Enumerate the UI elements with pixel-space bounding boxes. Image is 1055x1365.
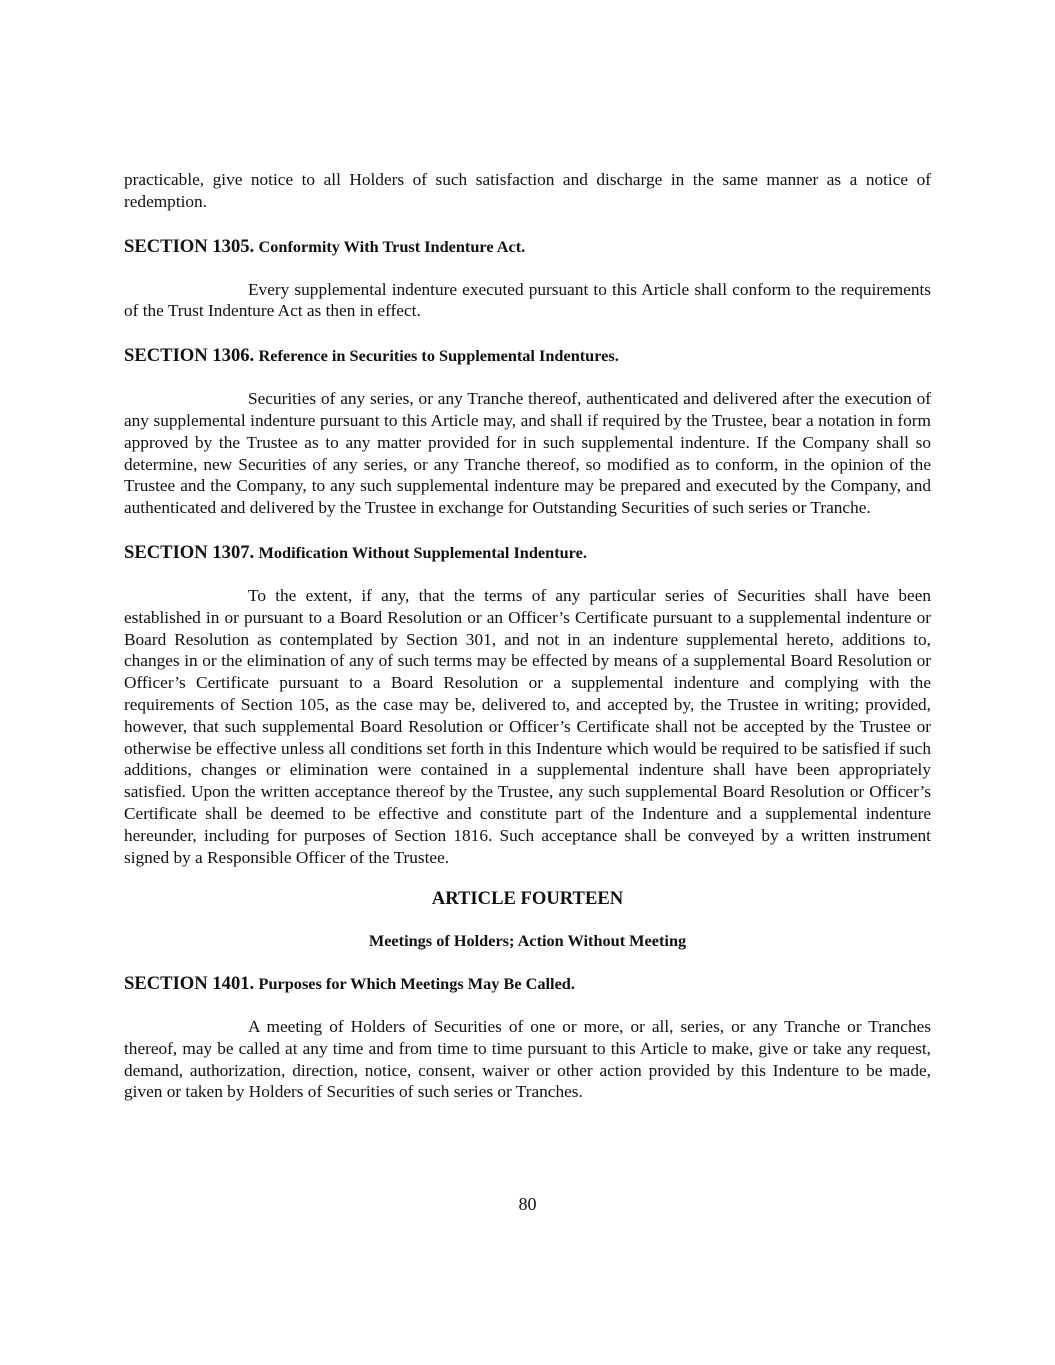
article-subtitle: Meetings of Holders; Action Without Meeting bbox=[368, 931, 687, 951]
page-number: 80 bbox=[518, 1194, 537, 1214]
section-1306-body: Securities of any series, or any Tranche thereof, authenticated and delivered after the execution of any supplemental indenture pursuant to this Article may, and shall if required by the Trustee, bear a notation in form approved by the Trustee as to any matter provided for in such supplemental indenture. If the Company shall so determine, new Securities of any series, or any Tranche thereof, so modified as to conform, in the opinion of the Trustee and the Company, to any such supplemental indenture may be prepared and executed by the Company, and authenticated and delivered by the Trustee in exchange for Outstanding Securities of such series or Tranche. bbox=[124, 389, 931, 518]
section-1401-heading bbox=[124, 972, 931, 996]
section-title: Purposes for Which Meetings May Be Called. bbox=[258, 973, 575, 993]
section-title: Modification Without Supplemental Indenture. bbox=[258, 542, 587, 562]
section-title: Conformity With Trust Indenture Act. bbox=[258, 236, 526, 256]
section-1307-heading bbox=[124, 541, 931, 565]
section-1306-heading bbox=[124, 344, 931, 368]
section-number: SECTION 1305. bbox=[124, 235, 255, 257]
article-title: ARTICLE FOURTEEN bbox=[431, 888, 624, 910]
section-1307-body: To the extent, if any, that the terms of any particular series of Securities shall have been established in or pursuant to a Board Resolution or an Officer’s Certificate pursuant to a supplemental indenture or Board Resolution as contemplated by Section 301, and not in an indenture supplemental hereto, additions to, changes in or the elimination of any of such terms may be effected by means of a supplemental Board Resolution or Officer’s Certificate pursuant to a Board Resolution or a supplemental indenture and complying with the requirements of Section 105, as the case may be, delivered to, and accepted by, the Trustee in writing; provided, however, that such supplemental Board Resolution or Officer’s Certificate shall not be accepted by the Trustee or otherwise be effective unless all conditions set forth in this Indenture which would be required to be satisfied if such additions, changes or elimination were contained in a supplemental indenture shall have been appropriately satisfied. Upon the written acceptance thereof by the Trustee, any such supplemental Board Resolution or Officer’s Certificate shall be deemed to be effective and constitute part of the Indenture and a supplemental indenture hereunder, including for purposes of Section 1816. Such acceptance shall be conveyed by a written instrument signed by a Responsible Officer of the Trustee. bbox=[124, 585, 931, 867]
continuation-paragraph: practicable, give notice to all Holders of such satisfaction and discharge in the same manner as a notice of redemption. bbox=[124, 170, 931, 211]
section-1305-body: Every supplemental indenture executed pursuant to this Article shall conform to the requirements of the Trust Indenture Act as then in effect. bbox=[124, 279, 931, 321]
section-number: SECTION 1307. bbox=[124, 541, 255, 563]
section-title: Reference in Securities to Supplemental Indentures. bbox=[258, 346, 619, 366]
section-1305-heading bbox=[124, 235, 931, 259]
section-number: SECTION 1401. bbox=[124, 972, 255, 994]
section-1401-body: A meeting of Holders of Securities of one or more, or all, series, or any Tranche or Tranches thereof, may be called at any time and from time to time pursuant to this Article to make, give or take any request, demand, authorization, direction, notice, consent, waiver or other action provided by this Indenture to be made, given or taken by Holders of Securities of such series or Tranches. bbox=[124, 1016, 931, 1102]
document-page bbox=[124, 169, 931, 1103]
section-number: SECTION 1306. bbox=[124, 345, 255, 367]
